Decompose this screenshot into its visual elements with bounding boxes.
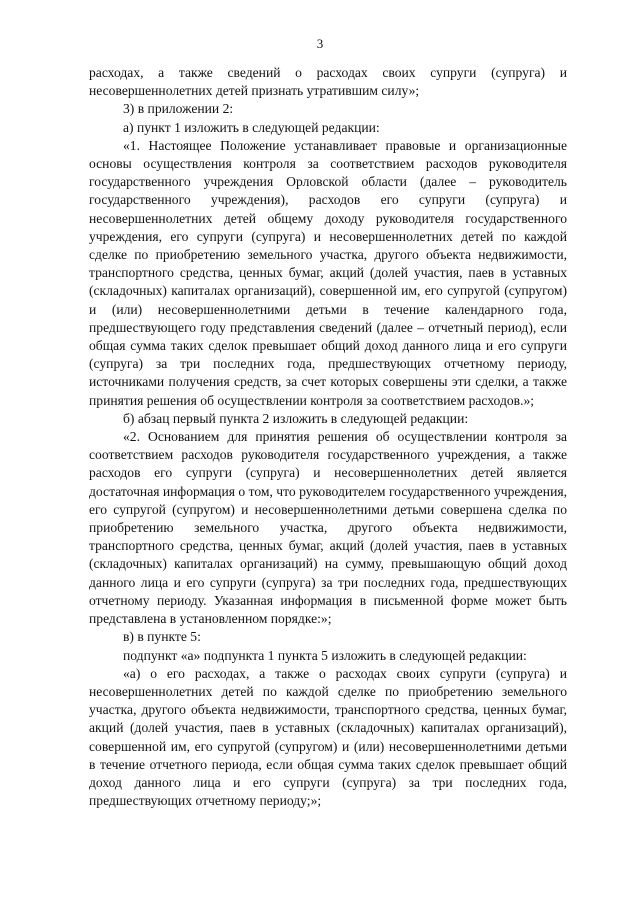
paragraph-clause-2: «2. Основанием для принятия решения об осуществлении контроля за соответствием расходов руководителя государственного учреждения, а также расходов его супруги (супруга) и несовершеннолетних детей является достаточная информация о том, что руководителем государственного учреждения, его супругой (супругом) и несовершеннолетними детьми совершена сделка по приобретению земельного участка, другого объекта недвижимости, транспортного средства, ценных бумаг, акций (долей участия, паев в уставных (складочных) капиталах организаций) на сумму, превышающую общий доход данного лица и его супруги (супруга) за три последних года, предшествующих отчетному периоду. Указанная информация в письменной форме может быть представлена в установленном порядке:»; — [89, 429, 567, 627]
document-body — [89, 64, 567, 810]
paragraph-clause-1: «1. Настоящее Положение устанавливает правовые и организационные основы осуществления контроля за соответствием расходов руководителя государственного учреждения Орловской области (далее – руководитель государственного учреждения), расходов его супруги (супруга) и несовершеннолетних детей общему доходу руководителя государственного учреждения, его супруги (супруга) и несовершеннолетних детей по каждой сделке по приобретению земельного участка, другого объекта недвижимости, транспортного средства, ценных бумаг, акций (долей участия, паев в уставных (складочных) капиталах организаций), совершенной им, его супругой (супругом) и (или) несовершеннолетними детьми в течение календарного года, предшествующего году представления сведений (далее – отчетный период), если общая сумма таких сделок превышает общий доход данного лица и его супруги (супруга) за три последних года, предшествующих отчетному периоду, источниками получения средств, за счет которых совершены эти сделки, а также принятия решения об осуществлении контроля за соответствием расходов.»; — [89, 137, 567, 408]
paragraph-item-b: б) абзац первый пункта 2 изложить в следующей редакции: — [123, 410, 469, 426]
page-number: 3 — [316, 36, 324, 51]
paragraph-subitem-a: «а) о его расходах, а также о расходах своих супруги (супруга) и несовершеннолетних детей по каждой сделке по приобретению земельного участка, другого объекта недвижимости, транспортного средства, ценных бумаг, акций (долей участия, паев в уставных (складочных) капиталах организаций), совершенной им, его супругой (супругом) и (или) несовершеннолетними детьми в течение отчетного периода, если общая сумма таких сделок превышает общий доход данного лица и его супруги (супруга) за три последних года, предшествующих отчетному периоду;»; — [89, 665, 567, 809]
paragraph-subitem-a-intro: подпункт «а» подпункта 1 пункта 5 изложить в следующей редакции: — [123, 647, 527, 663]
paragraph-item-a: а) пункт 1 изложить в следующей редакции: — [123, 119, 380, 135]
paragraph-continuation: расходах, а также сведений о расходах своих супруги (супруга) и несовершеннолетних детей признать утратившим силу»; — [89, 65, 567, 99]
paragraph-appendix-2: 3) в приложении 2: — [123, 101, 234, 117]
paragraph-item-v: в) в пункте 5: — [123, 629, 201, 645]
